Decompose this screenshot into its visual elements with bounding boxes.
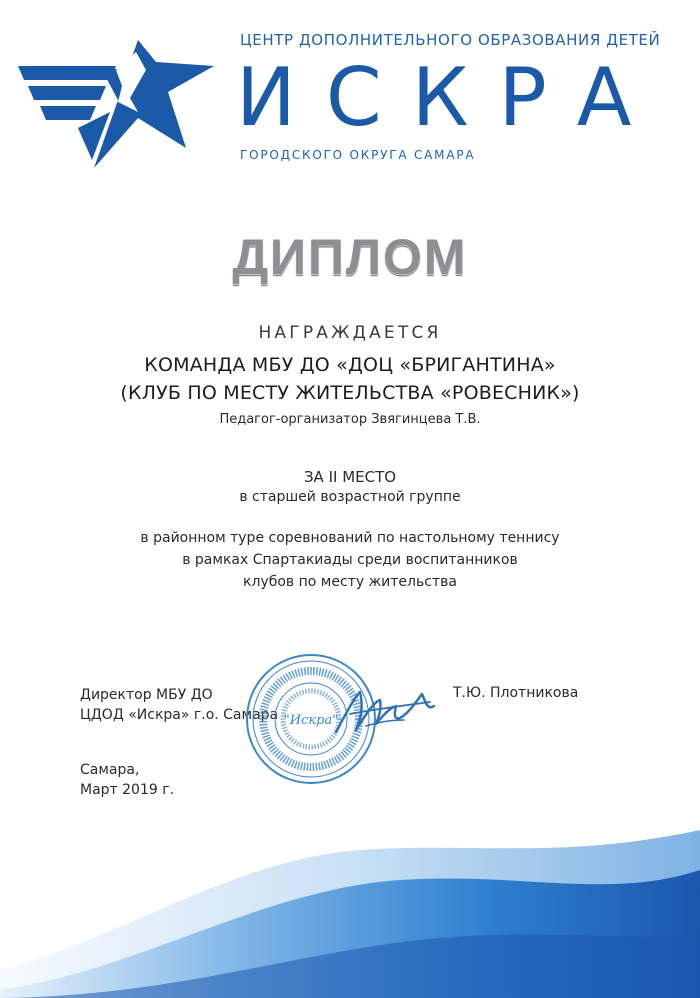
group-line: в старшей возрастной группе [239,489,461,505]
city-line: Самара, [80,762,140,778]
event-line-3: клубов по месту жительства [243,574,457,590]
handwritten-signature [330,680,440,740]
event-line-1: в районном туре соревнований по настольному теннису [140,530,560,546]
event-line-2: в рамках Спартакиады среди воспитанников [182,552,518,568]
signatory-position-line-1: Директор МБУ ДО [80,687,213,703]
place-line: ЗА II МЕСТО [303,468,397,486]
org-subtitle-top: ЦЕНТР ДОПОЛНИТЕЛЬНОГО ОБРАЗОВАНИЯ ДЕТЕЙ [240,31,661,49]
signatory-position-line-2: ЦДОД «Искра» г.о. Самара [80,707,279,723]
awarded-label: НАГРАЖДАЕТСЯ [258,323,442,343]
signatory-name: Т.Ю. Плотникова [453,685,579,701]
date-line: Март 2019 г. [80,782,175,798]
star-logo-icon [18,40,214,168]
place-and-date [80,760,174,800]
stamp-center-text: "Искра" [283,713,339,728]
teacher-line: Педагог-организатор Звягинцева Т.В. [219,412,481,427]
org-subtitle-bottom: ГОРОДСКОГО ОКРУГА САМАРА [240,148,476,162]
diploma-title: ДИПЛОМ [232,229,468,285]
decorative-wave [0,820,700,998]
org-name: ИСКРА [236,51,662,144]
recipient-line-2: (КЛУБ ПО МЕСТУ ЖИТЕЛЬСТВА «РОВЕСНИК») [120,382,580,404]
recipient-line-1: КОМАНДА МБУ ДО «ДОЦ «БРИГАНТИНА» [144,354,556,376]
